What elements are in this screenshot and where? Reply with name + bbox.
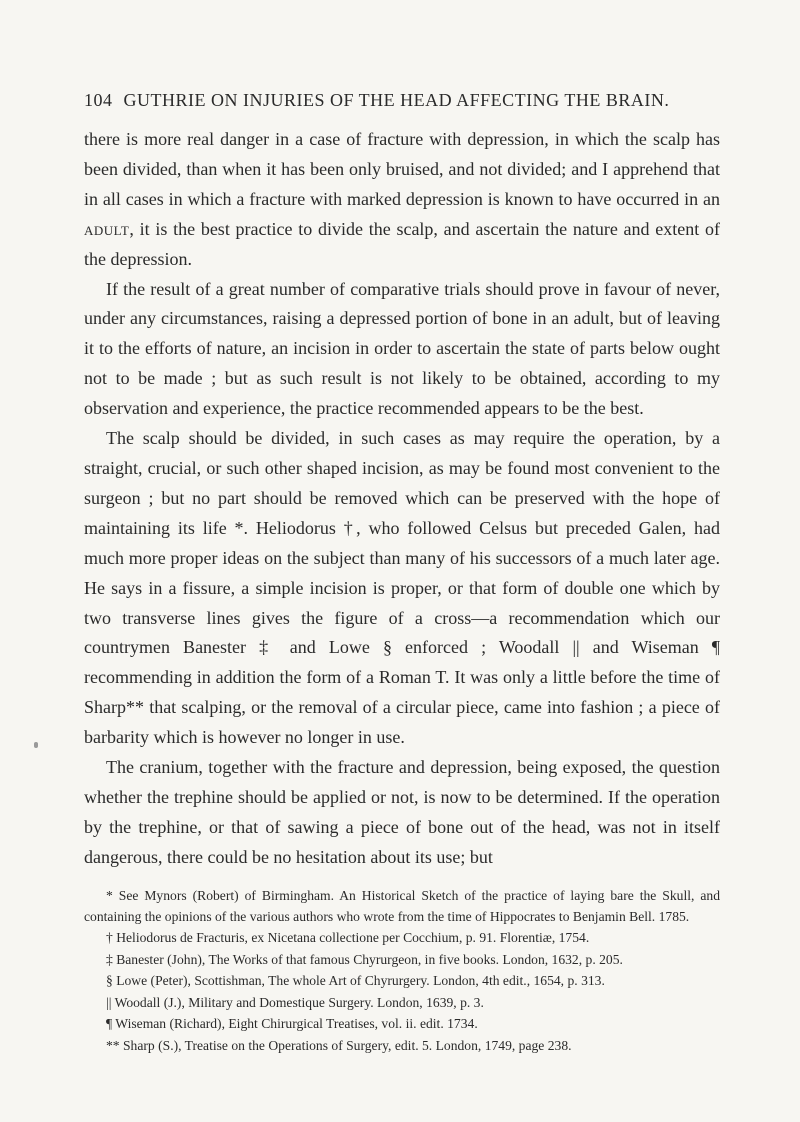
adult-small-caps: adult: [84, 218, 130, 239]
paragraph-1-part-b: , it is the best practice to divide the scalp, and ascertain the nature and extent of the depression.: [84, 218, 720, 269]
running-title: GUTHRIE ON INJURIES OF THE HEAD AFFECTING THE BRAIN.: [123, 90, 670, 110]
paragraph-1: [84, 125, 720, 275]
footnote-section: § Lowe (Peter), Scottishman, The whole Art of Chyrurgery. London, 4th edit., 1654, p. 313.: [106, 973, 605, 989]
page: [84, 90, 720, 1056]
footnotes: [84, 885, 720, 1056]
footnote-asterisk: * See Mynors (Robert) of Birmingham. An Historical Sketch of the practice of laying bare the Skull, and containing the opinions of the various authors who wrote from the time of Hippocrates to Benjamin Bell. 1785.: [84, 887, 720, 925]
paragraph-3: The scalp should be divided, in such cases as may require the operation, by a straight, crucial, or such other shaped incision, as may be found most convenient to the surgeon ; but no part should be removed which can be preserved with the hope of maintaining its life *. Heliodorus †, who followed Celsus but preceded Galen, had much more proper ideas on the subject than many of his successors of a much later age. He says in a fissure, a simple incision is proper, or that form of double one which by two transverse lines gives the figure of a cross—a recommendation which our countrymen Banester ‡ and Lowe § enforced ; Woodall || and Wiseman ¶ recommending in addition the form of a Roman T. It was only a little before the time of Sharp** that scalping, or the removal of a circular piece, came into fashion ; a piece of barbarity which is however no longer in use.: [84, 428, 720, 748]
footnote-parallel: || Woodall (J.), Military and Domestique Surgery. London, 1639, p. 3.: [106, 994, 484, 1010]
paragraph-1-part-a: there is more real danger in a case of fracture with depression, in which the scalp has been divided, than when it has been only bruised, and not divided; and I apprehend that in all cases in which a fracture with marked depression is known to have occurred in an: [84, 129, 720, 209]
paragraph-2: If the result of a great number of comparative trials should prove in favour of never, under any circumstances, raising a depressed portion of bone in an adult, but of leaving it to the efforts of nature, an incision in order to ascertain the state of parts below ought not to be made ; but as such result is not likely to be obtained, according to my observation and experience, the practice recommended appears to be the best.: [84, 278, 720, 419]
paragraph-4: The cranium, together with the fracture and depression, being exposed, the question whether the trephine should be applied or not, is now to be determined. If the operation by the trephine, or that of sawing a piece of bone out of the head, was not in itself dangerous, there could be no hesitation about its use; but: [84, 757, 720, 867]
running-head: [84, 90, 720, 111]
margin-speck: [34, 742, 38, 748]
footnote-double-asterisk: ** Sharp (S.), Treatise on the Operations of Surgery, edit. 5. London, 1749, page 238.: [106, 1037, 572, 1053]
footnote-double-dagger: ‡ Banester (John), The Works of that famous Chyrurgeon, in five books. London, 1632, p. 205.: [106, 951, 623, 967]
body-text: [84, 125, 720, 873]
footnote-dagger: † Heliodorus de Fracturis, ex Nicetana collectione per Cocchium, p. 91. Florentiæ, 1754.: [106, 930, 590, 946]
footnote-pilcrow: ¶ Wiseman (Richard), Eight Chirurgical Treatises, vol. ii. edit. 1734.: [106, 1016, 478, 1032]
page-number: 104: [84, 90, 113, 110]
